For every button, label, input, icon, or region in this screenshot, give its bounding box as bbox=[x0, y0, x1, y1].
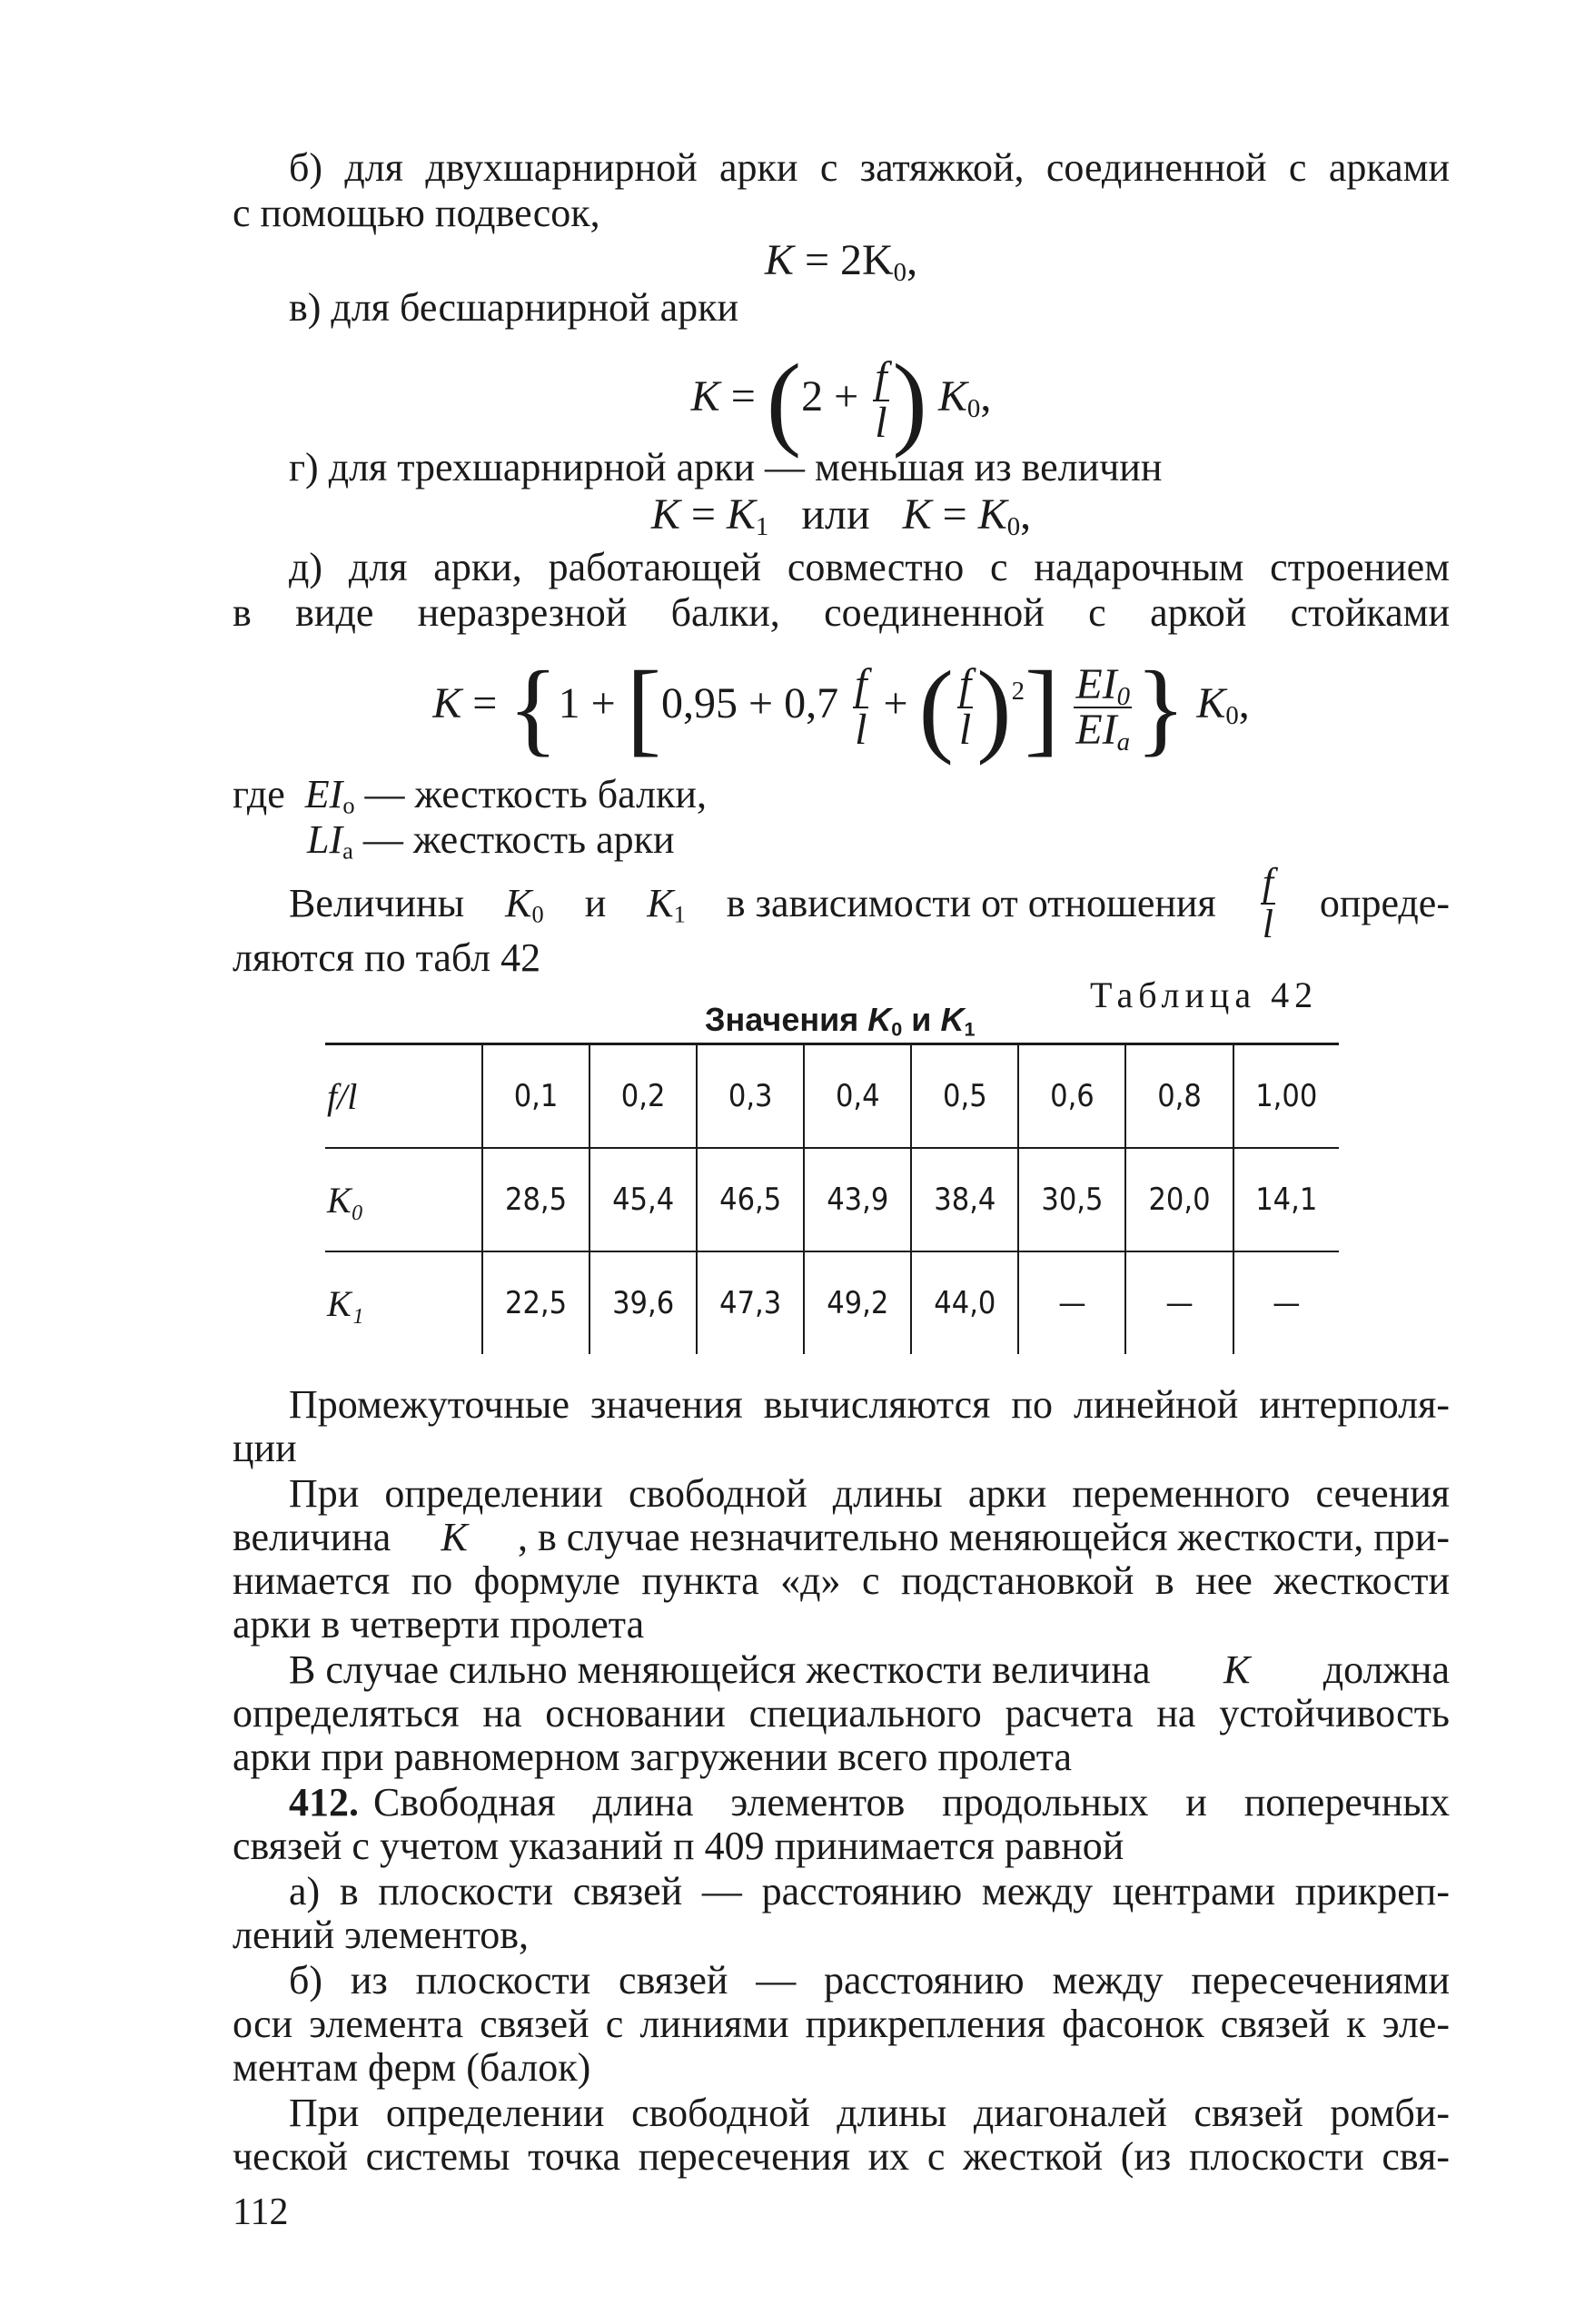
table-cell: 47,3 bbox=[697, 1251, 804, 1354]
table-cell: 14,1 bbox=[1233, 1148, 1339, 1251]
text-line: г) для трехшарнирной арки — меньшая из величин bbox=[289, 445, 1163, 490]
text-line: определяться на основании специального расчета на устойчивость bbox=[233, 1691, 1450, 1736]
text-line: ческой системы точка пересечения их с жесткой (из плоскости свя- bbox=[233, 2134, 1450, 2179]
table-caption: Таблица 42 bbox=[1090, 974, 1319, 1015]
text-line: с помощью подвесок, bbox=[233, 191, 600, 235]
text-line: величина K , в случае незначительно меняющейся жесткости, при- bbox=[233, 1515, 1450, 1559]
text-line: лений элементов, bbox=[233, 1913, 530, 1957]
table-cell: 0,6 bbox=[1018, 1044, 1125, 1149]
table-cell: 20,0 bbox=[1125, 1148, 1233, 1251]
table-cell: 45,4 bbox=[589, 1148, 697, 1251]
text-line: Величины $K_0$ и $K_1$ в зависимости от отношения $\frac{f}{l}$ опреде- bbox=[289, 860, 1450, 946]
text-line: ции bbox=[233, 1426, 297, 1470]
table-title: Значения $K_0$ и $K_1$ bbox=[705, 1001, 976, 1041]
section-number: 412. bbox=[289, 1780, 359, 1825]
table-cell: — bbox=[1233, 1251, 1339, 1354]
table-cell: 44,0 bbox=[911, 1251, 1018, 1354]
row-header: f/l bbox=[325, 1044, 482, 1149]
text-line: оси элемента связей с линиями прикрепления фасонок связей к эле- bbox=[233, 2002, 1450, 2046]
table-cell: 30,5 bbox=[1018, 1148, 1125, 1251]
text-line: д) для арки, работающей совместно с надарочным строением bbox=[289, 545, 1450, 589]
where-line: $LI_а$ — жесткость арки bbox=[307, 817, 675, 865]
formula-with-deck: K = {1 + [0,95 + 0,7 $\frac{f}{l}$ + ( $\frac{f}{l}$ )$^2$] $\frac{EI_0}{EI_а}$ } $K_0$, bbox=[432, 649, 1250, 766]
table-cell: 38,4 bbox=[911, 1148, 1018, 1251]
text-line: 412. Свободная длина элементов продольных и поперечных bbox=[289, 1780, 1450, 1825]
text-line: б) для двухшарнирной арки с затяжкой, соединенной с арками bbox=[289, 145, 1450, 190]
table-cell: — bbox=[1018, 1251, 1125, 1354]
text-line: арки при равномерном загружении всего пролета bbox=[233, 1735, 1073, 1779]
formula-k-2k0: $K = 2K_0$, bbox=[764, 236, 918, 288]
text-line: В случае сильно меняющейся жесткости величина K должна bbox=[289, 1647, 1450, 1692]
text-line: связей с учетом указаний п 409 принимается равной bbox=[233, 1824, 1124, 1868]
text-line: в виде неразрезной балки, соединенной с аркой стойками bbox=[233, 590, 1450, 635]
text-line: в) для бесшарнирной арки bbox=[289, 285, 739, 330]
text-line: б) из плоскости связей — расстоянию между пересечениями bbox=[289, 1958, 1450, 2003]
text-line: ляются по табл 42 bbox=[233, 935, 541, 980]
formula-hingeless: K = (2 + $\frac{f}{l}$ ) $K_0$, bbox=[690, 342, 992, 459]
table-cell: 22,5 bbox=[482, 1251, 589, 1354]
table-cell: 0,8 bbox=[1125, 1044, 1233, 1149]
table-cell: 28,5 bbox=[482, 1148, 589, 1251]
table-cell: 39,6 bbox=[589, 1251, 697, 1354]
values-table bbox=[325, 1043, 1339, 1354]
table-row bbox=[325, 1148, 1339, 1251]
table-cell: 0,4 bbox=[804, 1044, 911, 1149]
text-line: а) в плоскости связей — расстоянию между центрами прикреп- bbox=[289, 1869, 1450, 1914]
table-cell: 46,5 bbox=[697, 1148, 804, 1251]
table-cell: 0,2 bbox=[589, 1044, 697, 1149]
table-row bbox=[325, 1251, 1339, 1354]
table-row bbox=[325, 1044, 1339, 1149]
formula-three-hinged: $K = K_1$ или $K = K_0$, bbox=[650, 490, 1032, 542]
table-cell: 0,3 bbox=[697, 1044, 804, 1149]
row-header: K₁ bbox=[325, 1251, 482, 1354]
table-cell: 49,2 bbox=[804, 1251, 911, 1354]
text-line: При определении свободной длины арки переменного сечения bbox=[289, 1471, 1450, 1516]
text-line: Промежуточные значения вычисляются по линейной интерполя- bbox=[289, 1382, 1450, 1427]
text-line: При определении свободной длины диагоналей связей ромби- bbox=[289, 2091, 1450, 2135]
table-cell: — bbox=[1125, 1251, 1233, 1354]
table-cell: 1,00 bbox=[1233, 1044, 1339, 1149]
text-line: арки в четверти пролета bbox=[233, 1602, 645, 1647]
text-line: нимается по формуле пункта «д» с подстановкой в нее жесткости bbox=[233, 1558, 1450, 1603]
row-header: K₀ bbox=[325, 1148, 482, 1251]
page-number: 112 bbox=[233, 2191, 289, 2233]
table-cell: 0,1 bbox=[482, 1044, 589, 1149]
where-line: где $EI_о$ — жесткость балки, bbox=[233, 772, 707, 819]
table-cell: 43,9 bbox=[804, 1148, 911, 1251]
text-line: ментам ферм (балок) bbox=[233, 2045, 591, 2090]
table-cell: 0,5 bbox=[911, 1044, 1018, 1149]
